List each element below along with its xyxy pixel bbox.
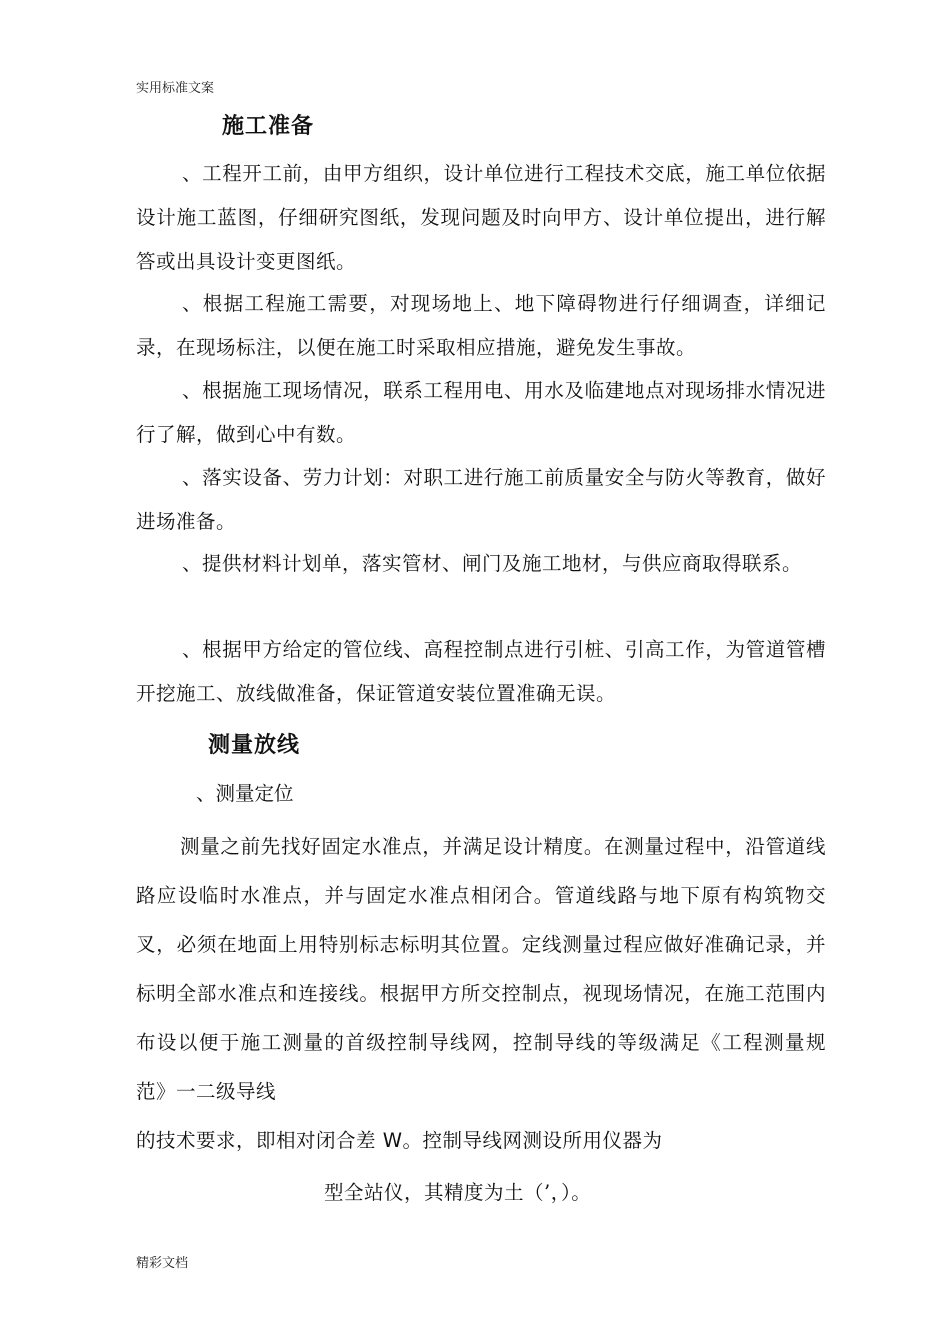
paragraph: 、落实设备、劳力计划：对职工进行施工前质量安全与防火等教育，做好进场准备。 xyxy=(136,466,826,533)
paragraph: 、提供材料计划单，落实管材、闸门及施工地材，与供应商取得联系。 xyxy=(182,552,803,575)
section-title-survey: 测量放线 xyxy=(208,733,301,758)
paragraph-continuation: 型全站仪，其精度为土（’，）。 xyxy=(324,1181,592,1204)
paragraph: 、根据甲方给定的管位线、高程控制点进行引桩、引高工作，为管道管槽开挖施工、放线做准备，保证管道安装位置准确无误。 xyxy=(136,638,826,705)
paragraph: 、工程开工前，由甲方组织，设计单位进行工程技术交底，施工单位依据设计施工蓝图，仔细研究图纸，发现问题及时向甲方、设计单位提出，进行解答或出具设计变更图纸。 xyxy=(136,162,826,273)
page-header: 实用标准文案 xyxy=(136,81,215,96)
paragraph: 、根据施工现场情况，联系工程用电、用水及临建地点对现场排水情况进行了解，做到心中有数。 xyxy=(136,379,826,446)
section-title-prep: 施工准备 xyxy=(222,114,315,139)
paragraph-continuation: 的技术要求，即相对闭合差 W。控制导线网测设所用仪器为 xyxy=(136,1129,663,1152)
page-footer: 精彩文档 xyxy=(136,1256,189,1271)
paragraph: 、根据工程施工需要，对现场地上、地下障碍物进行仔细调查，详细记录，在现场标注，以便在施工时采取相应措施，避免发生事故。 xyxy=(136,292,826,359)
paragraph: 测量之前先找好固定水准点，并满足设计精度。在测量过程中，沿管道线路应设临时水准点，并与固定水准点相闭合。管道线路与地下原有构筑物交叉，必须在地面上用特别标志标明其位置。定线测量过程应做好准确记录，并标明全部水准点和连接线。根据甲方所交控制点，视现场情况，在施工范围内布设以便于施工测量的首级控制导线网，控制导线的等级满足《工程测量规范》一二级导线 xyxy=(136,835,826,1103)
subsection-title: 、测量定位 xyxy=(196,782,294,805)
